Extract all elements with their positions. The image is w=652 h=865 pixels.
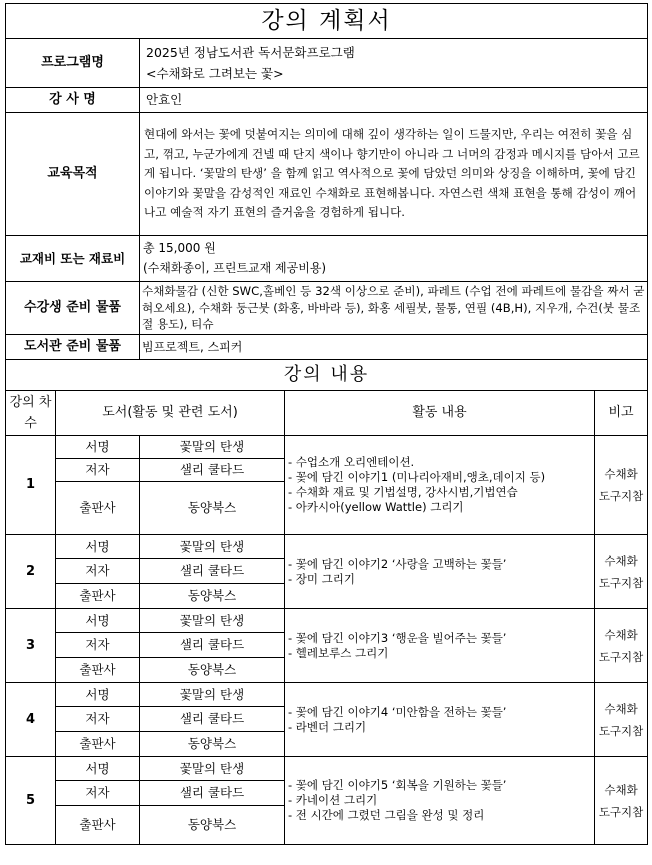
note-line: 도구지참 xyxy=(598,723,644,738)
book-key: 출판사 xyxy=(56,584,140,609)
student-prep-text: 수채화물감 (신한 SWC,홀베인 등 32색 이상으로 준비), 파레트 (수업 전에 파레트에 물감을 짜서 굳혀오세요), 수채화 둥근붓 (화홍, 바바라 등), 화홍 세필붓, 물통, 연필 (4B,H), 지우개, 수건(붓 물조절 용도), 티슈 xyxy=(140,282,648,335)
note-line: 도구지참 xyxy=(598,804,644,819)
activity-cell xyxy=(285,683,595,757)
book-key: 서명 xyxy=(56,757,140,781)
book-key: 출판사 xyxy=(56,806,140,845)
note-line: 도구지참 xyxy=(598,649,644,664)
header-activity: 활동 내용 xyxy=(285,391,595,436)
purpose-label: 교육목적 xyxy=(6,113,140,236)
book-key: 출판사 xyxy=(56,732,140,757)
note-cell xyxy=(595,683,648,757)
fee-detail: (수채화종이, 프린트교재 제공비용) xyxy=(143,261,327,275)
section-title: 강의 내용 xyxy=(6,360,648,391)
activity-item: - 장미 그리기 xyxy=(288,571,356,586)
book-value: 샐리 쿨타드 xyxy=(140,781,285,806)
activity-item: - 헬레보루스 그리기 xyxy=(288,645,389,660)
book-key: 서명 xyxy=(56,436,140,459)
activity-item: - 전 시간에 그렸던 그림을 완성 및 정리 xyxy=(288,808,485,822)
book-key: 저자 xyxy=(56,781,140,806)
session-row xyxy=(6,757,648,781)
book-value: 꽃말의 탄생 xyxy=(140,683,285,707)
session-number: 1 xyxy=(6,436,56,535)
book-value: 꽃말의 탄생 xyxy=(140,436,285,459)
activity-item: - 카네이션 그리기 xyxy=(288,793,378,807)
session-number: 2 xyxy=(6,535,56,609)
activity-cell xyxy=(285,609,595,683)
note-line: 도구지참 xyxy=(598,575,644,590)
library-prep-row xyxy=(6,335,648,360)
activity-item: - 라벤더 그리기 xyxy=(288,719,367,734)
activity-item: - 아카시아(yellow Wattle) 그리기 xyxy=(288,500,464,514)
note-line: 도구지참 xyxy=(598,489,644,503)
header-book: 도서(활동 및 관련 도서) xyxy=(56,391,285,436)
session-row xyxy=(6,683,648,707)
note-line: 수채화 xyxy=(604,627,638,642)
book-value: 꽃말의 탄생 xyxy=(140,609,285,633)
purpose-row xyxy=(6,113,648,236)
book-value: 동양북스 xyxy=(140,658,285,683)
lecturer-label: 강 사 명 xyxy=(6,88,140,113)
note-line: 수채화 xyxy=(604,782,638,797)
activity-cell xyxy=(285,535,595,609)
student-prep-row xyxy=(6,282,648,335)
note-cell xyxy=(595,535,648,609)
student-prep-label: 수강생 준비 물품 xyxy=(6,282,140,335)
fee-label: 교재비 또는 재료비 xyxy=(6,236,140,282)
note-cell xyxy=(595,757,648,845)
book-value: 동양북스 xyxy=(140,806,285,845)
book-value: 동양북스 xyxy=(140,584,285,609)
book-value: 동양북스 xyxy=(140,732,285,757)
session-number: 5 xyxy=(6,757,56,845)
book-value: 샐리 쿨타드 xyxy=(140,633,285,658)
lecturer-value: 안효인 xyxy=(140,88,648,113)
book-value: 샐리 쿨타드 xyxy=(140,459,285,482)
activity-cell xyxy=(285,436,595,535)
activity-cell xyxy=(285,757,595,845)
book-key: 서명 xyxy=(56,535,140,559)
note-cell xyxy=(595,609,648,683)
book-value: 샐리 쿨타드 xyxy=(140,707,285,732)
book-key: 서명 xyxy=(56,683,140,707)
program-label: 프로그램명 xyxy=(6,39,140,88)
header-session: 강의 차수 xyxy=(6,391,56,436)
session-row xyxy=(6,535,648,559)
session-row xyxy=(6,436,648,459)
note-line: 수채화 xyxy=(604,701,638,716)
book-key: 저자 xyxy=(56,459,140,482)
program-row xyxy=(6,39,648,88)
note-cell xyxy=(595,436,648,535)
book-key: 저자 xyxy=(56,559,140,584)
activity-item: - 수업소개 오리엔테이션. xyxy=(288,455,415,469)
library-prep-label: 도서관 준비 물품 xyxy=(6,335,140,360)
book-value: 샐리 쿨타드 xyxy=(140,559,285,584)
header-note: 비고 xyxy=(595,391,648,436)
activity-item: - 꽃에 담긴 이야기3 ‘행운을 빌어주는 꽃들’ xyxy=(288,630,507,645)
session-number: 3 xyxy=(6,609,56,683)
purpose-text: 현대에 와서는 꽃에 덧붙여지는 의미에 대해 깊이 생각하는 일이 드물지만, 우리는 여전히 꽃을 심고, 꺾고, 누군가에게 건넬 때 단지 색이나 향기만이 아니라 그 너머의 감정과 메시지를 담아서 고르게 됩니다. ‘꽃말의 탄생’ 을 함께 읽고 역사적으로 꽃에 담았던 의미와 상징을 이해하며, 꽃에 담긴 이야기와 꽃말을 감성적인 재료인 수채화로 표현해봅니다. 자연스런 색채 표현을 통해 감성이 깨어나고 예술적 자기 표현의 즐거움을 경험하게 됩니다. xyxy=(140,113,648,236)
lecturer-row xyxy=(6,88,648,113)
program-name-line1: 2025년 정남도서관 독서문화프로그램 xyxy=(146,45,355,60)
fee-amount: 총 15,000 원 xyxy=(143,241,216,255)
book-value: 꽃말의 탄생 xyxy=(140,757,285,781)
title-row xyxy=(6,4,648,39)
library-prep-text: 빔프로젝트, 스피커 xyxy=(140,335,648,360)
section-row xyxy=(6,360,648,391)
schedule-header-row xyxy=(6,391,648,436)
page-title: 강의 계획서 xyxy=(6,4,648,39)
book-key: 출판사 xyxy=(56,658,140,683)
book-key: 저자 xyxy=(56,707,140,732)
note-line: 수채화 xyxy=(604,467,638,481)
book-value: 꽃말의 탄생 xyxy=(140,535,285,559)
session-number: 4 xyxy=(6,683,56,757)
book-key: 서명 xyxy=(56,609,140,633)
book-key: 출판사 xyxy=(56,482,140,535)
activity-item: - 꽃에 담긴 이야기4 ‘미안함을 전하는 꽃들’ xyxy=(288,704,507,719)
lecture-plan-table xyxy=(5,3,648,845)
book-key: 저자 xyxy=(56,633,140,658)
lecture-plan-document xyxy=(5,3,647,845)
fee-value xyxy=(140,236,648,282)
program-value xyxy=(140,39,648,88)
note-line: 수채화 xyxy=(604,553,638,568)
activity-item: - 꽃에 담긴 이야기1 (미나리아재비,앵초,데이지 등) xyxy=(288,470,546,484)
session-row xyxy=(6,609,648,633)
program-name-line2: <수채화로 그려보는 꽃> xyxy=(146,66,284,81)
activity-item: - 수채화 재료 및 기법설명, 강사시범,기법연습 xyxy=(288,485,518,499)
activity-item: - 꽃에 담긴 이야기5 ‘회복을 기원하는 꽃들’ xyxy=(288,778,507,792)
fee-row xyxy=(6,236,648,282)
activity-item: - 꽃에 담긴 이야기2 ‘사랑을 고백하는 꽃들’ xyxy=(288,556,507,571)
book-value: 동양북스 xyxy=(140,482,285,535)
